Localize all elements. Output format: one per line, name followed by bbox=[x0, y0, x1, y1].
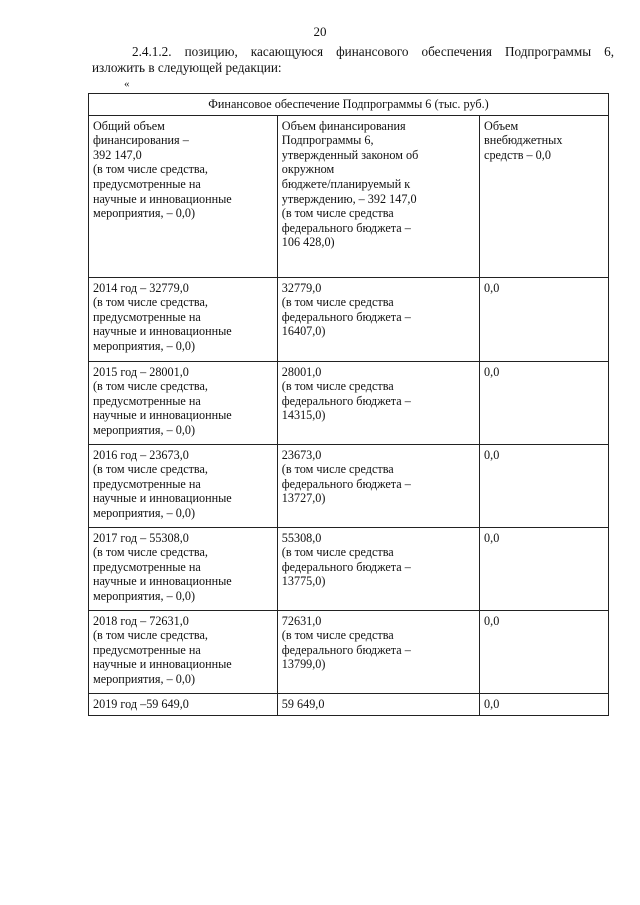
table-row bbox=[89, 115, 609, 277]
year-extrabudgetary-cell: 0,0 bbox=[480, 693, 609, 716]
year-total-cell: 2019 год –59 649,0 bbox=[89, 693, 278, 716]
year-amount-cell: 55308,0 (в том числе средства федерального бюджета – 13775,0) bbox=[277, 527, 479, 610]
year-total-cell: 2014 год – 32779,0 (в том числе средства, предусмотренные на научные и инновационные мероприятия, – 0,0) bbox=[89, 277, 278, 361]
table-row bbox=[89, 277, 609, 361]
financing-table bbox=[88, 93, 609, 716]
year-extrabudgetary-cell: 0,0 bbox=[480, 527, 609, 610]
year-extrabudgetary-cell: 0,0 bbox=[480, 277, 609, 361]
year-amount-cell: 32779,0 (в том числе средства федерального бюджета – 16407,0) bbox=[277, 277, 479, 361]
table-row bbox=[89, 610, 609, 693]
table-row bbox=[89, 693, 609, 716]
intro-line-2: изложить в следующей редакции: bbox=[92, 60, 282, 75]
intro-line-1: 2.4.1.2. позицию, касающуюся финансового обеспечения Подпрограммы 6, bbox=[132, 44, 614, 59]
year-amount-cell: 23673,0 (в том числе средства федерального бюджета – 13727,0) bbox=[277, 444, 479, 527]
year-total-cell: 2015 год – 28001,0 (в том числе средства, предусмотренные на научные и инновационные мероприятия, – 0,0) bbox=[89, 361, 278, 444]
table-title-row bbox=[89, 94, 609, 116]
table-row bbox=[89, 444, 609, 527]
table-row bbox=[89, 361, 609, 444]
page-number: 20 bbox=[313, 24, 327, 39]
subprogram-financing-cell: Объем финансирования Подпрограммы 6, утвержденный законом об окружном бюджете/планируемый к утверждению, – 392 147,0 (в том числе средства федерального бюджета – 106 428,0) bbox=[277, 115, 479, 277]
year-amount-cell: 72631,0 (в том числе средства федерального бюджета – 13799,0) bbox=[277, 610, 479, 693]
opening-quote: « bbox=[124, 78, 130, 90]
intro-paragraph bbox=[92, 44, 614, 76]
total-financing-cell: Общий объем финансирования – 392 147,0 (в том числе средства, предусмотренные на научные и инновационные мероприятия, – 0,0) bbox=[89, 115, 278, 277]
year-extrabudgetary-cell: 0,0 bbox=[480, 444, 609, 527]
year-amount-cell: 28001,0 (в том числе средства федерального бюджета – 14315,0) bbox=[277, 361, 479, 444]
extrabudgetary-cell: Объем внебюджетных средств – 0,0 bbox=[480, 115, 609, 277]
year-total-cell: 2017 год – 55308,0 (в том числе средства, предусмотренные на научные и инновационные мероприятия, – 0,0) bbox=[89, 527, 278, 610]
table-row bbox=[89, 527, 609, 610]
year-extrabudgetary-cell: 0,0 bbox=[480, 361, 609, 444]
year-amount-cell: 59 649,0 bbox=[277, 693, 479, 716]
year-total-cell: 2016 год – 23673,0 (в том числе средства, предусмотренные на научные и инновационные мероприятия, – 0,0) bbox=[89, 444, 278, 527]
year-total-cell: 2018 год – 72631,0 (в том числе средства, предусмотренные на научные и инновационные мероприятия, – 0,0) bbox=[89, 610, 278, 693]
table-title: Финансовое обеспечение Подпрограммы 6 (тыс. руб.) bbox=[89, 94, 609, 116]
year-extrabudgetary-cell: 0,0 bbox=[480, 610, 609, 693]
